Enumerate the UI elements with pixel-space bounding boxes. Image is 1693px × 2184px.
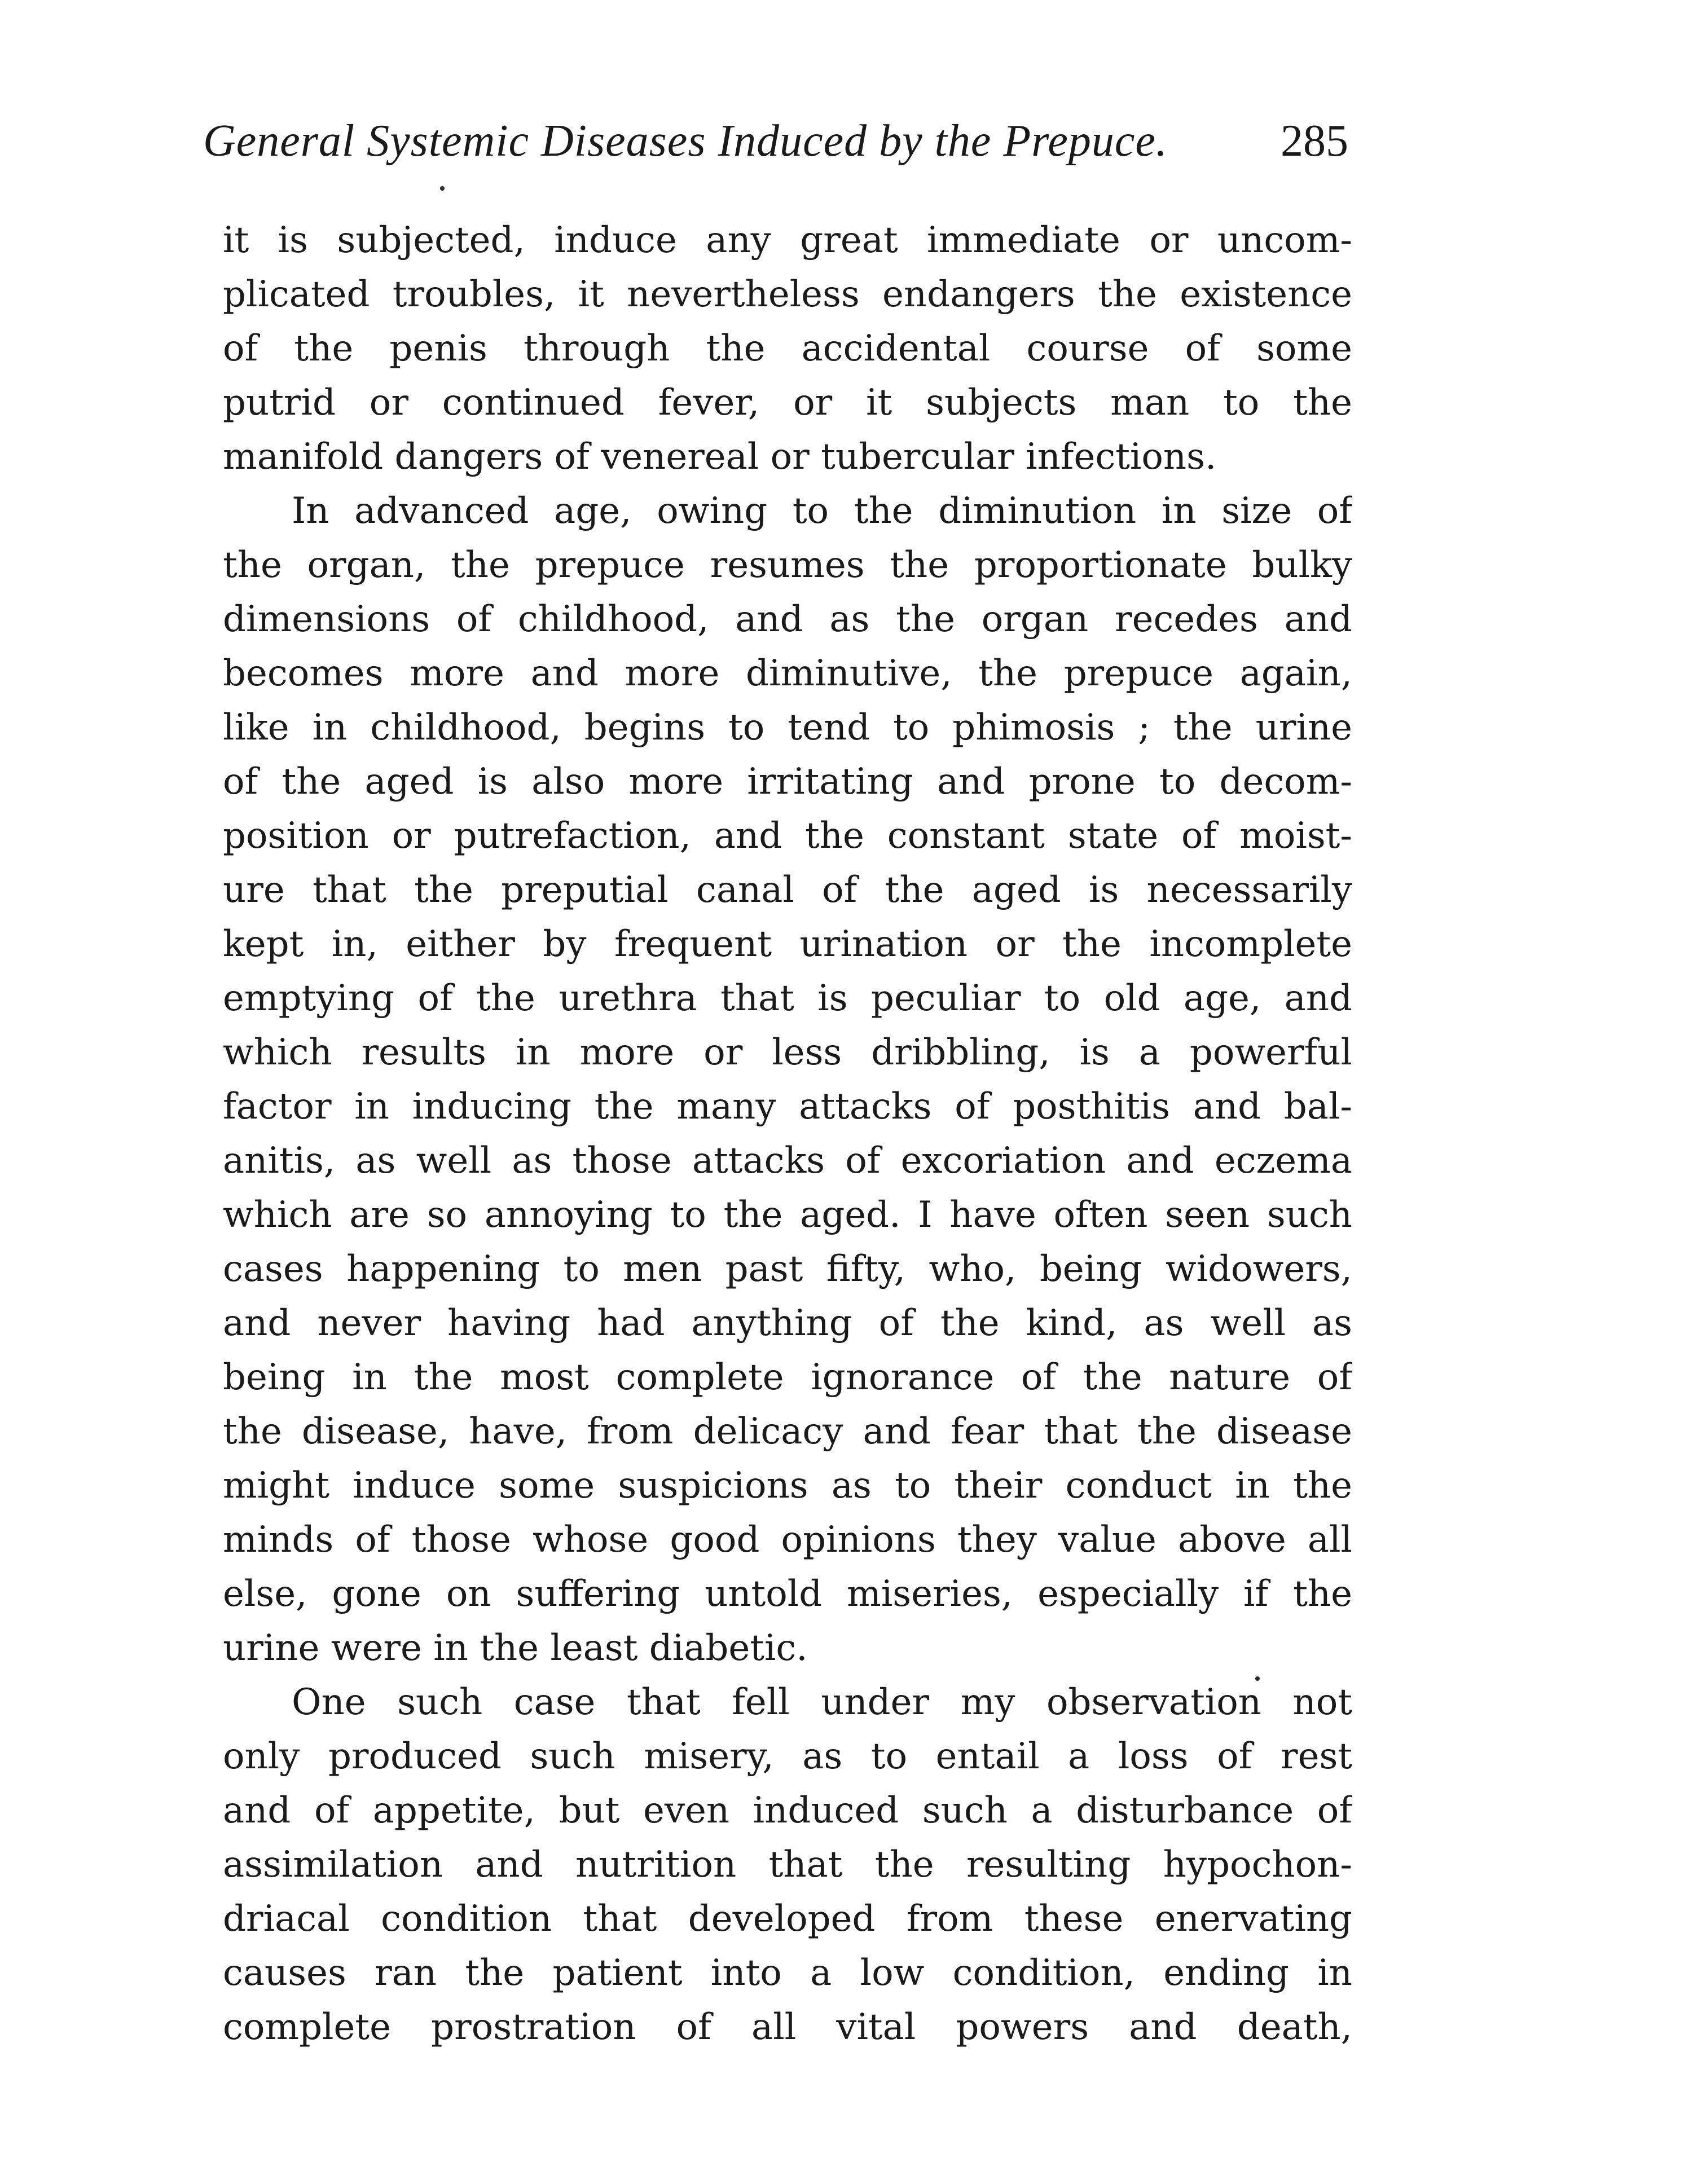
text-line: emptying of the urethra that is peculiar to old age, and <box>223 977 1352 1019</box>
text-line: complete prostration of all vital powers and death, <box>223 2006 1352 2048</box>
text-line: position or putrefaction, and the constant state of moist- <box>223 815 1352 857</box>
text-line: and of appetite, but even induced such a disturbance of <box>223 1790 1352 1831</box>
text-line: minds of those whose good opinions they value above all <box>223 1519 1352 1561</box>
page-number: 285 <box>1281 116 1348 166</box>
text-line: which are so annoying to the aged. I have often seen such <box>223 1194 1352 1236</box>
text-line: the disease, have, from delicacy and fear that the disease <box>223 1411 1352 1452</box>
text-line: and never having had anything of the kind, as well as <box>223 1302 1352 1344</box>
text-line: causes ran the patient into a low condition, ending in <box>223 1952 1352 1994</box>
running-head <box>203 116 1348 183</box>
text-line: being in the most complete ignorance of the nature of <box>223 1357 1352 1398</box>
text-line: dimensions of childhood, and as the organ recedes and <box>223 598 1352 640</box>
text-line: assimilation and nutrition that the resulting hypochon- <box>223 1844 1352 1886</box>
text-line: else, gone on suffering untold miseries, especially if the <box>223 1573 1352 1615</box>
text-line: anitis, as well as those attacks of excoriation and eczema <box>223 1140 1352 1182</box>
text-line: only produced such misery, as to entail a loss of rest <box>223 1736 1352 1777</box>
text-line: plicated troubles, it nevertheless endangers the existence <box>223 274 1352 315</box>
paragraph-start-line: One such case that fell under my observation not <box>292 1681 1352 1723</box>
text-line: the organ, the prepuce resumes the proportionate bulky <box>223 544 1352 586</box>
text-line: it is subjected, induce any great immediate or uncom- <box>223 219 1352 261</box>
text-line: of the penis through the accidental course of some <box>223 328 1352 369</box>
running-head-title: General Systemic Diseases Induced by the Prepuce. <box>203 116 1168 166</box>
print-speck <box>440 186 445 191</box>
text-line: urine were in the least diabetic. <box>223 1627 808 1669</box>
text-line: driacal condition that developed from these enervating <box>223 1898 1352 1940</box>
text-line: might induce some suspicions as to their conduct in the <box>223 1465 1352 1507</box>
text-line: kept in, either by frequent urination or the incomplete <box>223 923 1352 965</box>
text-line: factor in inducing the many attacks of posthitis and bal- <box>223 1086 1352 1128</box>
text-line: like in childhood, begins to tend to phimosis ; the urine <box>223 707 1352 748</box>
text-line: cases happening to men past fifty, who, being widowers, <box>223 1248 1352 1290</box>
text-line: becomes more and more diminutive, the prepuce again, <box>223 653 1352 694</box>
text-line: manifold dangers of venereal or tubercular infections. <box>223 436 1217 478</box>
text-line: ure that the preputial canal of the aged is necessarily <box>223 869 1352 911</box>
text-line: which results in more or less dribbling, is a powerful <box>223 1032 1352 1073</box>
text-line: of the aged is also more irritating and prone to decom- <box>223 761 1352 803</box>
body-text <box>223 213 1352 2054</box>
paragraph-start-line: In advanced age, owing to the diminution in size of <box>292 490 1352 532</box>
text-line: putrid or continued fever, or it subjects man to the <box>223 382 1352 424</box>
